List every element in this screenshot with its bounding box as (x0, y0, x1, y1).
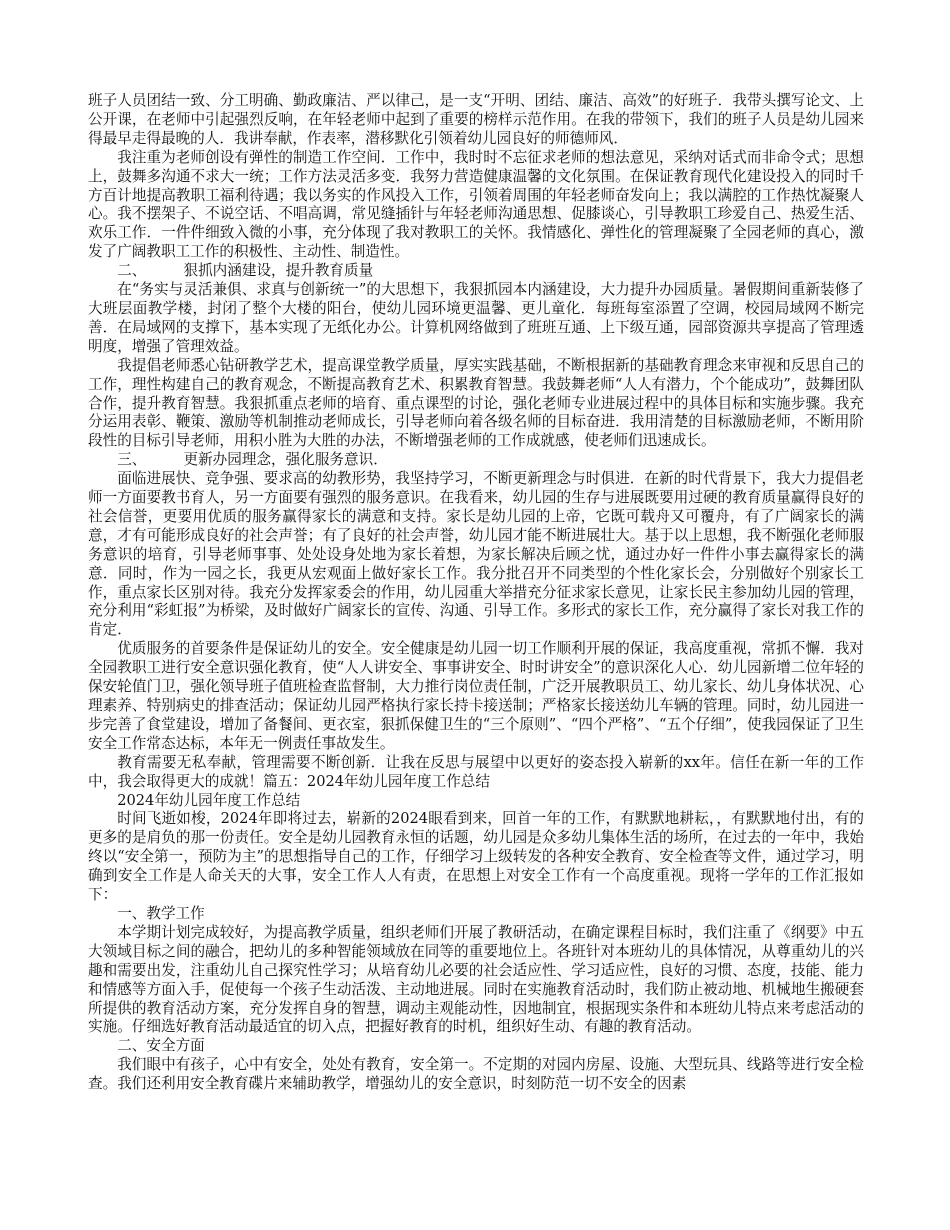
paragraph: 我提倡老师悉心钻研教学艺术，提高课堂教学质量，厚实实践基础，不断根据新的基础教育理念来审视和反思自己的工作，理性构建自己的教育观念，不断提高教育艺术、积累教育智慧。我鼓舞老师“人人有潜力，个个能成功”，鼓舞团队合作，提升教育智慧。我狠抓重点老师的培育、重点课型的讨论，强化老师专业进展过程中的具体目标和实施步骤。我充分运用表彰、鞭策、激励等机制推动老师成长，引导老师向着各级名师的目标奋进．我用清楚的目标激励老师，不断用阶段性的目标引导老师，用积小胜为大胜的办法，不断增强老师的工作成就感，使老师们迅速成长。 (88, 356, 864, 450)
document-title: 2024年幼儿园年度工作总结 (117, 791, 301, 809)
paragraph: 时间飞逝如梭，2024年即将过去，崭新的2024眼看到来，回首一年的工作，有默默地耕耘，，有默默地付出，有的更多的是肩负的那一份责任。安全是幼儿园教育永恒的话题，幼儿园是众多幼儿集体生活的场所，在过去的一年中，我始终以“安全第一，预防为主”的思想指导自己的工作，仔细学习上级转发的各种安全教育、安全检查等文件，通过学习，明确到安全工作是人命关天的大事，安全工作人人有责，在思想上对安全工作有一个高度重视。现将一学年的工作汇报如下： (88, 810, 864, 904)
paragraph: 班子人员团结一致、分工明确、勤政廉洁、严以律己，是一支“开明、团结、廉洁、高效”的好班子．我带头撰写论文、上公开课，在老师中引起强烈反响，在年轻老师中起到了重要的榜样示范作用。在我的带领下，我们的班子人员是幼儿园来得最早走得最晚的人．我讲奉献，作表率，潜移默化引领着幼儿园良好的师德师风． (88, 92, 864, 147)
paragraph: 在“务实与灵活兼俱、求真与创新统一”的大思想下，我狠抓园本内涵建设，大力提升办园质量。暑假期间重新装修了大班层面教学楼，封闭了整个大楼的阳台，使幼儿园环境更温馨、更儿童化．每班每室添置了空调，校园局域网不断完善．在局域网的支撑下，基本实现了无纸化办公。计算机网络做到了班班互通、上下级互通，园部资源共享提高了管理透明度，增强了管理效益。 (88, 281, 864, 355)
paragraph: 我注重为老师创设有弹性的制造工作空间．工作中，我时时不忘征求老师的想法意见，采纳对话式而非命令式；思想上，鼓舞多沟通不求大一统；工作方法灵活多变．我努力营造健康温馨的文化氛围。在保证教育现代化建设投入的同时千方百计地提高教职工福利待遇；我以务实的作风投入工作，引领着周围的年轻老师奋发向上；我以满腔的工作热忱凝聚人心。我不摆架子、不说空话、不唱高调，常见缝插针与年轻老师沟通思想、促膝谈心，引导教职工珍爱自己、热爱生活、欢乐工作．一件件细致入微的小事，充分体现了我对教职工的关怀。我情感化、弹性化的管理凝聚了全园老师的真心，激发了广阔教职工工作的积极性、主动性、制造性。 (88, 148, 864, 261)
section-heading: 二、 狠抓内涵建设，提升教育质量 (117, 262, 374, 280)
section-heading: 二、安全方面 (117, 1037, 205, 1055)
document-page (88, 92, 864, 1094)
paragraph: 面临进展快、竞争强、要求高的幼教形势，我坚持学习，不断更新理念与时俱进．在新的时代背景下，我大力提倡老师一方面要教书育人，另一方面要有强烈的服务意识。在我看来，幼儿园的生存与进展既要用过硬的教育质量赢得良好的社会信誉，更要用优质的服务赢得家长的满意和支持。家长是幼儿园的上帝，它既可载舟又可覆舟，有了广阔家长的满意，才有可能形成良好的社会声誉；有了良好的社会声誉，幼儿园才能不断进展壮大。基于以上思想，我不断强化老师服务意识的培育，引导老师事事、处处设身处地为家长着想，为家长解决后顾之忧，通过办好一件件小事去赢得家长的满意．同时，作为一园之长，我更从宏观面上做好家长工作。我分批召开不同类型的个性化家长会，分别做好个别家长工作，重点家长区别对待。我充分发挥家委会的作用，幼儿园重大举措充分征求家长意见，让家长民主参加幼儿园的管理，充分利用“彩虹报”为桥梁，及时做好广阔家长的宣传、沟通、引导工作。多形式的家长工作，充分赢得了家长对我工作的肯定． (88, 470, 864, 639)
paragraph: 我们眼中有孩子，心中有安全，处处有教育，安全第一。不定期的对园内房屋、设施、大型玩具、线路等进行安全检查。我们还利用安全教育碟片来辅助教学，增强幼儿的安全意识，时刻防范一切不安全的因素 (88, 1056, 864, 1093)
paragraph: 本学期计划完成较好，为提高教学质量，组织老师们开展了教研活动，在确定课程目标时，我们注重了《纲要》中五大领域目标之间的融合，把幼儿的多种智能领域放在同等的重要地位上。各班针对本班幼儿的具体情况，从尊重幼儿的兴趣和需要出发，注重幼儿自己探究性学习；从培育幼儿必要的社会适应性、学习适应性，良好的习惯、态度，技能、能力和情感等方面入手，促使每一个孩子生动活泼、主动地进展。同时在实施教育活动时，我们防止被动地、机械地生搬硬套所提供的教育活动方案，充分发挥自身的智慧，调动主观能动性，因地制宜，根据现实条件和本班幼儿特点来考虑活动的实施。仔细选好教育活动最适宜的切入点，把握好教育的时机，组织好生动、有趣的教育活动。 (88, 923, 864, 1036)
paragraph: 优质服务的首要条件是保证幼儿的安全。安全健康是幼儿园一切工作顺利开展的保证，我高度重视，常抓不懈．我对全园教职工进行安全意识强化教育，使“人人讲安全、事事讲安全、时时讲安全”的意识深化人心．幼儿园新增二位年轻的保安轮值门卫，强化领导班子值班检查监督制，大力推行岗位责任制，广泛开展教职员工、幼儿家长、幼儿身体状况、心理素养、特别病史的排查活动；保证幼儿园严格执行家长持卡接送制；严格家长接送幼儿车辆的管理。同时，幼儿园进一步完善了食堂建设，增加了备餐间、更衣室，狠抓保健卫生的“三个原则”、“四个严格”、“五个仔细”，使我园保证了卫生安全工作常态达标，本年无一例责任事故发生。 (88, 640, 864, 752)
paragraph: 教育需要无私奉献，管理需要不断创新．让我在反思与展望中以更好的姿态投入崭新的xx年。信任在新一年的工作中，我会取得更大的成就！篇五：2024年幼儿园年度工作总结 (88, 753, 864, 790)
section-heading: 三、 更新办园理念，强化服务意识． (117, 451, 388, 469)
section-heading: 一、教学工作 (117, 904, 205, 922)
